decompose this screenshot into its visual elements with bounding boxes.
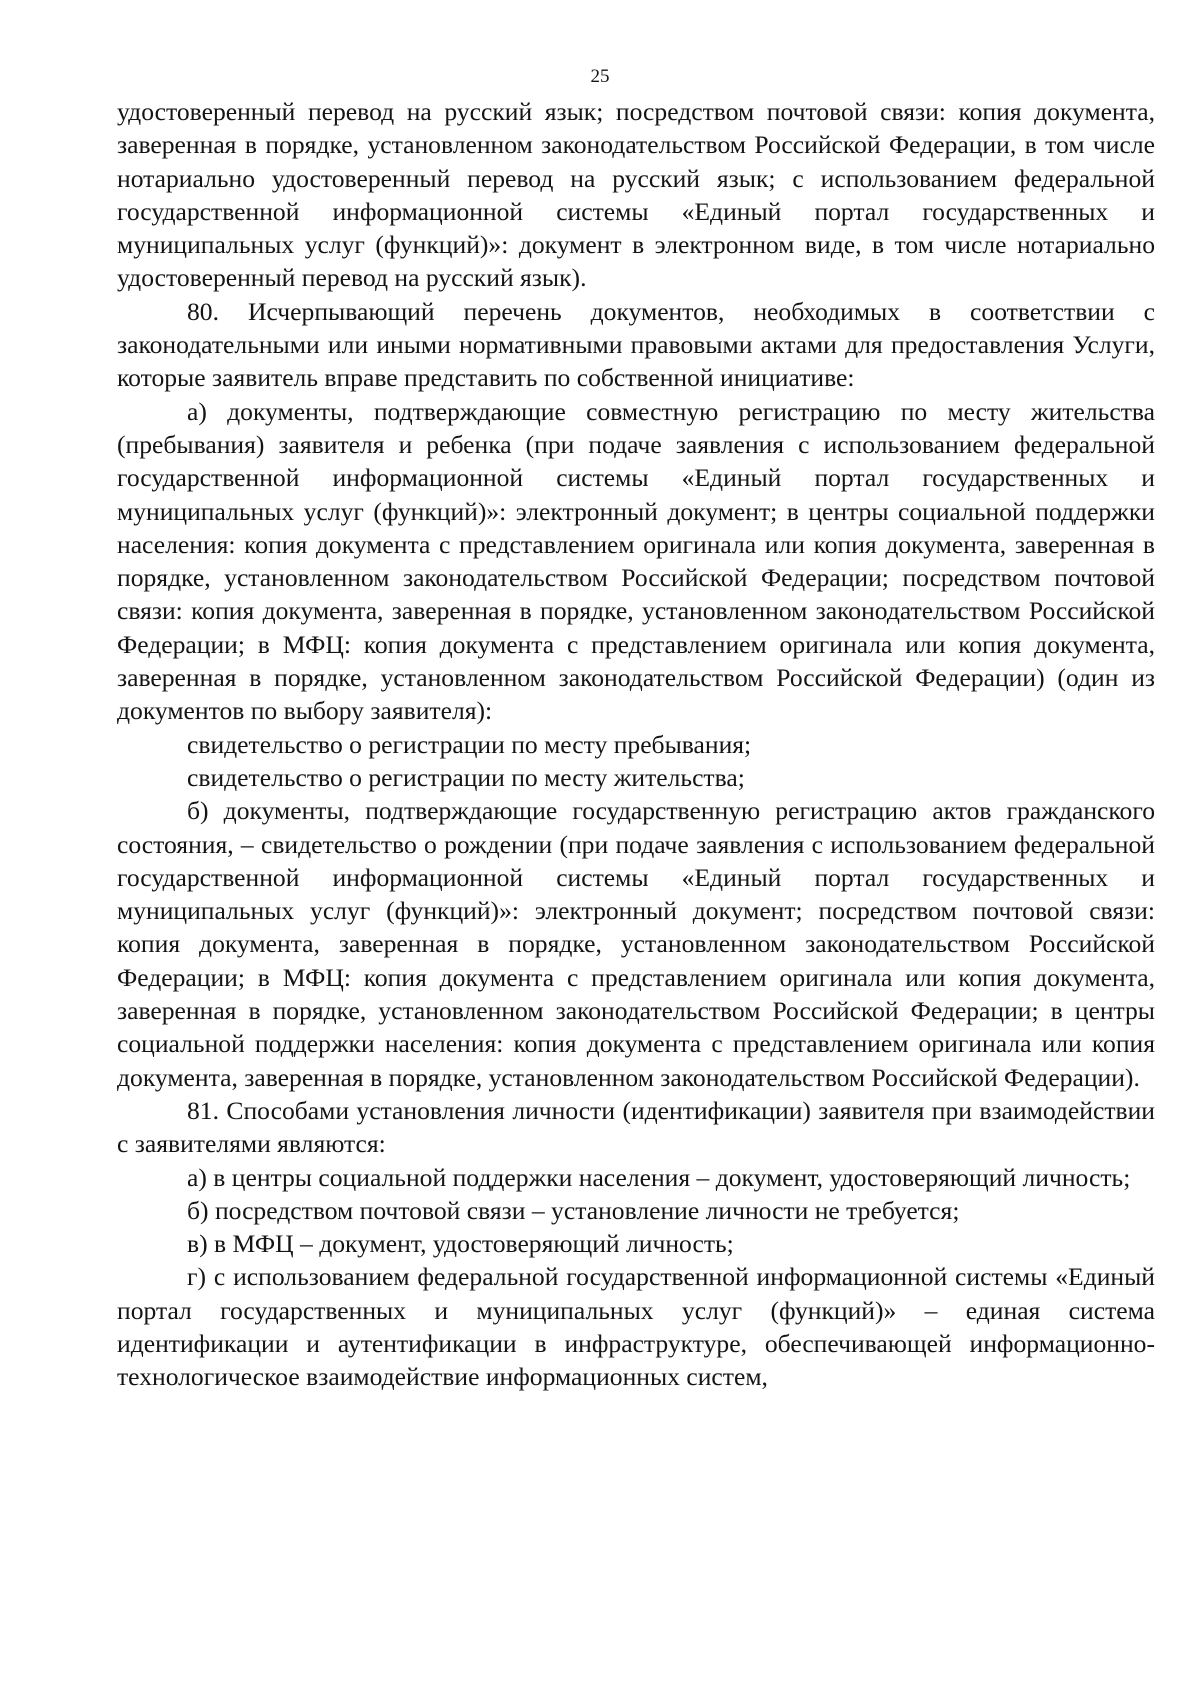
document-body (117, 95, 1155, 1394)
paragraph-80-item-a: а) документы, подтверждающие совместную регистрацию по месту жительства (пребывания) заявителя и ребенка (при подаче заявления с использованием федеральной государственной информационной системы «Единый портал государственных и муниципальных услуг (функций)»: электронный документ; в центры социальной поддержки населения: копия документа с представлением оригинала или копия документа, заверенная в порядке, установленном законодательством Российской Федерации; посредством почтовой связи: копия документа, заверенная в порядке, установленном законодательством Российской Федерации; в МФЦ: копия документа с представлением оригинала или копия документа, заверенная в порядке, установленном законодательством Российской Федерации) (один из документов по выбору заявителя): (117, 396, 1155, 726)
paragraph-81-item-b: б) посредством почтовой связи – установление личности не требуется; (187, 1195, 960, 1225)
paragraph-81-item-a: а) в центры социальной поддержки населения – документ, удостоверяющий личность; (187, 1162, 1131, 1192)
paragraph-clause-81: 81. Способами установления личности (идентификации) заявителя при взаимодействии с заявителями являются: (117, 1095, 1155, 1159)
paragraph-80-a-option-stay: свидетельство о регистрации по месту пребывания; (187, 729, 752, 759)
paragraph-80-a-option-residence: свидетельство о регистрации по месту жительства; (187, 762, 745, 792)
paragraph-clause-80: 80. Исчерпывающий перечень документов, необходимых в соответствии с законодательными или иными нормативными правовыми актами для предоставления Услуги, которые заявитель вправе представить по собственной инициативе: (117, 296, 1155, 393)
page-number: 25 (590, 66, 610, 87)
paragraph-81-item-v: в) в МФЦ – документ, удостоверяющий личность; (187, 1229, 734, 1259)
paragraph-80-item-b: б) документы, подтверждающие государственную регистрацию актов гражданского состояния, – свидетельство о рождении (при подаче заявления с использованием федеральной государственной информационной системы «Единый портал государственных и муниципальных услуг (функций)»: электронный документ; посредством почтовой связи: копия документа, заверенная в порядке, установленном законодательством Российской Федерации; в МФЦ: копия документа с представлением оригинала или копия документа, заверенная в порядке, установленном законодательством Российской Федерации; в центры социальной поддержки населения: копия документа с представлением оригинала или копия документа, заверенная в порядке, установленном законодательством Российской Федерации). (117, 796, 1155, 1092)
paragraph-81-item-g: г) с использованием федеральной государственной информационной системы «Единый портал государственных и муниципальных услуг (функций)» – единая система идентификации и аутентификации в инфраструктуре, обеспечивающей информационно-технологическое взаимодействие информационных систем, (117, 1262, 1155, 1392)
paragraph-continuation: удостоверенный перевод на русский язык; посредством почтовой связи: копия документа, заверенная в порядке, установленном законодательством Российской Федерации, в том числе нотариально удостоверенный перевод на русский язык; с использованием федеральной государственной информационной системы «Единый портал государственных и муниципальных услуг (функций)»: документ в электронном виде, в том числе нотариально удостоверенный перевод на русский язык). (117, 97, 1155, 293)
